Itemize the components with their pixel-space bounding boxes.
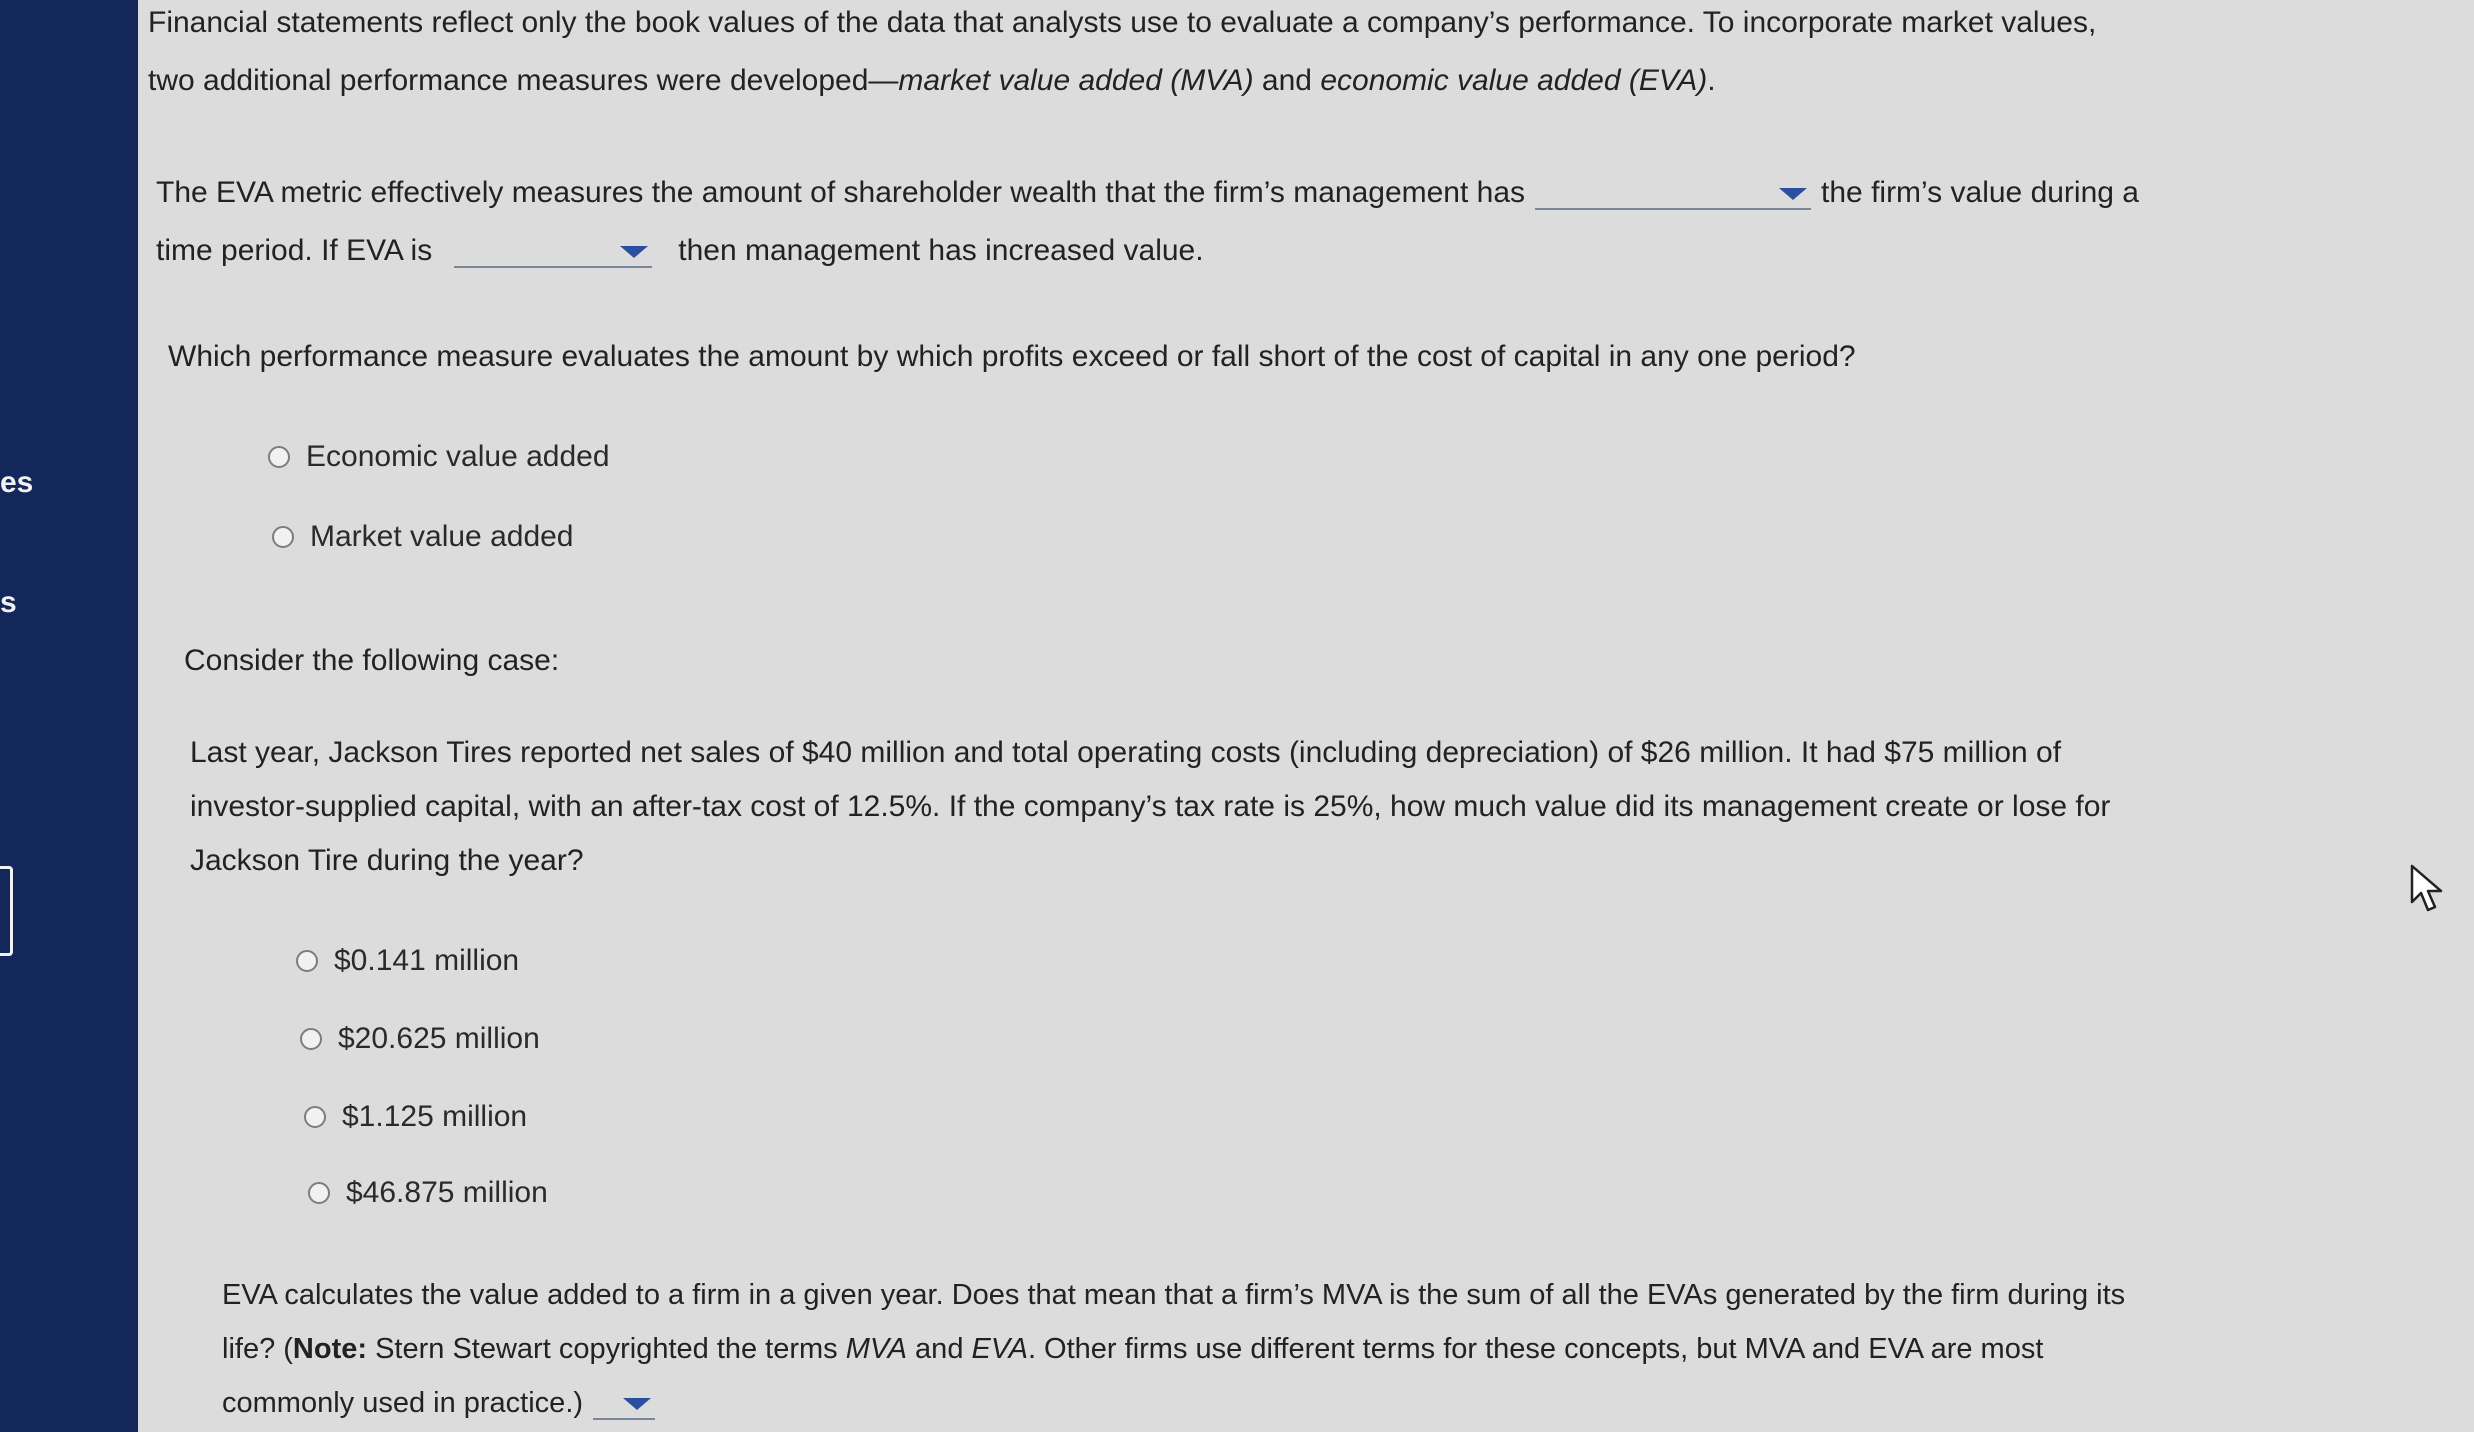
chevron-down-icon [620, 246, 648, 258]
radio-button[interactable] [296, 950, 318, 972]
case-paragraph [190, 726, 2110, 888]
sidebar-label[interactable]: es [0, 466, 34, 499]
option-market-value-added[interactable] [272, 520, 574, 554]
left-navigation-sidebar [0, 0, 138, 1432]
intro-line-2: two additional performance measures were developed—market value added (MVA) and economic value added (EVA). [148, 64, 1716, 97]
radio-button[interactable] [300, 1028, 322, 1050]
option-0141-million[interactable] [296, 944, 519, 978]
question-3-paragraph [222, 1268, 2125, 1430]
management-effect-dropdown[interactable] [1535, 178, 1811, 210]
question-3-line-2: life? (Note: Stern Stewart copyrighted the terms MVA and EVA. Other firms use different terms for these concepts, but MVA and EVA are most [222, 1333, 2044, 1365]
radio-button[interactable] [268, 446, 290, 468]
eva-statement [156, 164, 2139, 280]
eva-statement-line-1: The EVA metric effectively measures the amount of shareholder wealth that the firm’s management has the firm’s value during a [156, 176, 2139, 209]
mouse-cursor-icon [2408, 862, 2452, 916]
option-1125-million[interactable] [304, 1100, 527, 1134]
question-3-line-3: commonly used in practice.) [222, 1376, 2125, 1430]
note-label: Note: [292, 1333, 368, 1365]
intro-paragraph [148, 0, 2096, 110]
eva-statement-line-2: time period. If EVA is then management has increased value. [156, 234, 1204, 267]
chevron-down-icon [1779, 188, 1807, 200]
sidebar-label[interactable]: s [0, 586, 17, 619]
case-line-1: Last year, Jackson Tires reported net sales of $40 million and total operating costs (including depreciation) of $26 million. It had $75 million of [190, 736, 2062, 769]
option-label: $46.875 million [346, 1176, 548, 1209]
option-label: $0.141 million [334, 944, 520, 977]
option-20625-million[interactable] [300, 1022, 540, 1056]
mva-sum-dropdown[interactable] [593, 1388, 655, 1420]
case-line-3: Jackson Tire during the year? [190, 844, 584, 877]
option-label: $20.625 million [338, 1022, 540, 1055]
radio-button[interactable] [272, 526, 294, 548]
eva-sign-dropdown[interactable] [454, 236, 652, 268]
question-content-area [138, 0, 2474, 1432]
question-1-text: Which performance measure evaluates the amount by which profits exceed or fall short of the cost of capital in any one period? [168, 340, 1856, 373]
sidebar-panel-edge[interactable] [0, 866, 13, 956]
option-economic-value-added[interactable] [268, 440, 610, 474]
radio-button[interactable] [308, 1182, 330, 1204]
question-3-line-1: EVA calculates the value added to a firm in a given year. Does that mean that a firm’s MVA is the sum of all the EVAs generated by the firm during its [222, 1279, 2126, 1311]
case-heading: Consider the following case: [184, 644, 560, 677]
radio-button[interactable] [304, 1106, 326, 1128]
eva-term: economic value added (EVA) [1320, 64, 1708, 97]
intro-line-1: Financial statements reflect only the book values of the data that analysts use to evaluate a company’s performance. To incorporate market values, [148, 6, 2097, 39]
option-label: Market value added [310, 520, 574, 553]
case-line-2: investor-supplied capital, with an after-tax cost of 12.5%. If the company’s tax rate is 25%, how much value did its management create or lose for [190, 790, 2111, 823]
option-label: $1.125 million [342, 1100, 528, 1133]
chevron-down-icon [623, 1398, 651, 1410]
option-46875-million[interactable] [308, 1176, 548, 1210]
mva-term: market value added (MVA) [898, 64, 1254, 97]
option-label: Economic value added [306, 440, 610, 473]
